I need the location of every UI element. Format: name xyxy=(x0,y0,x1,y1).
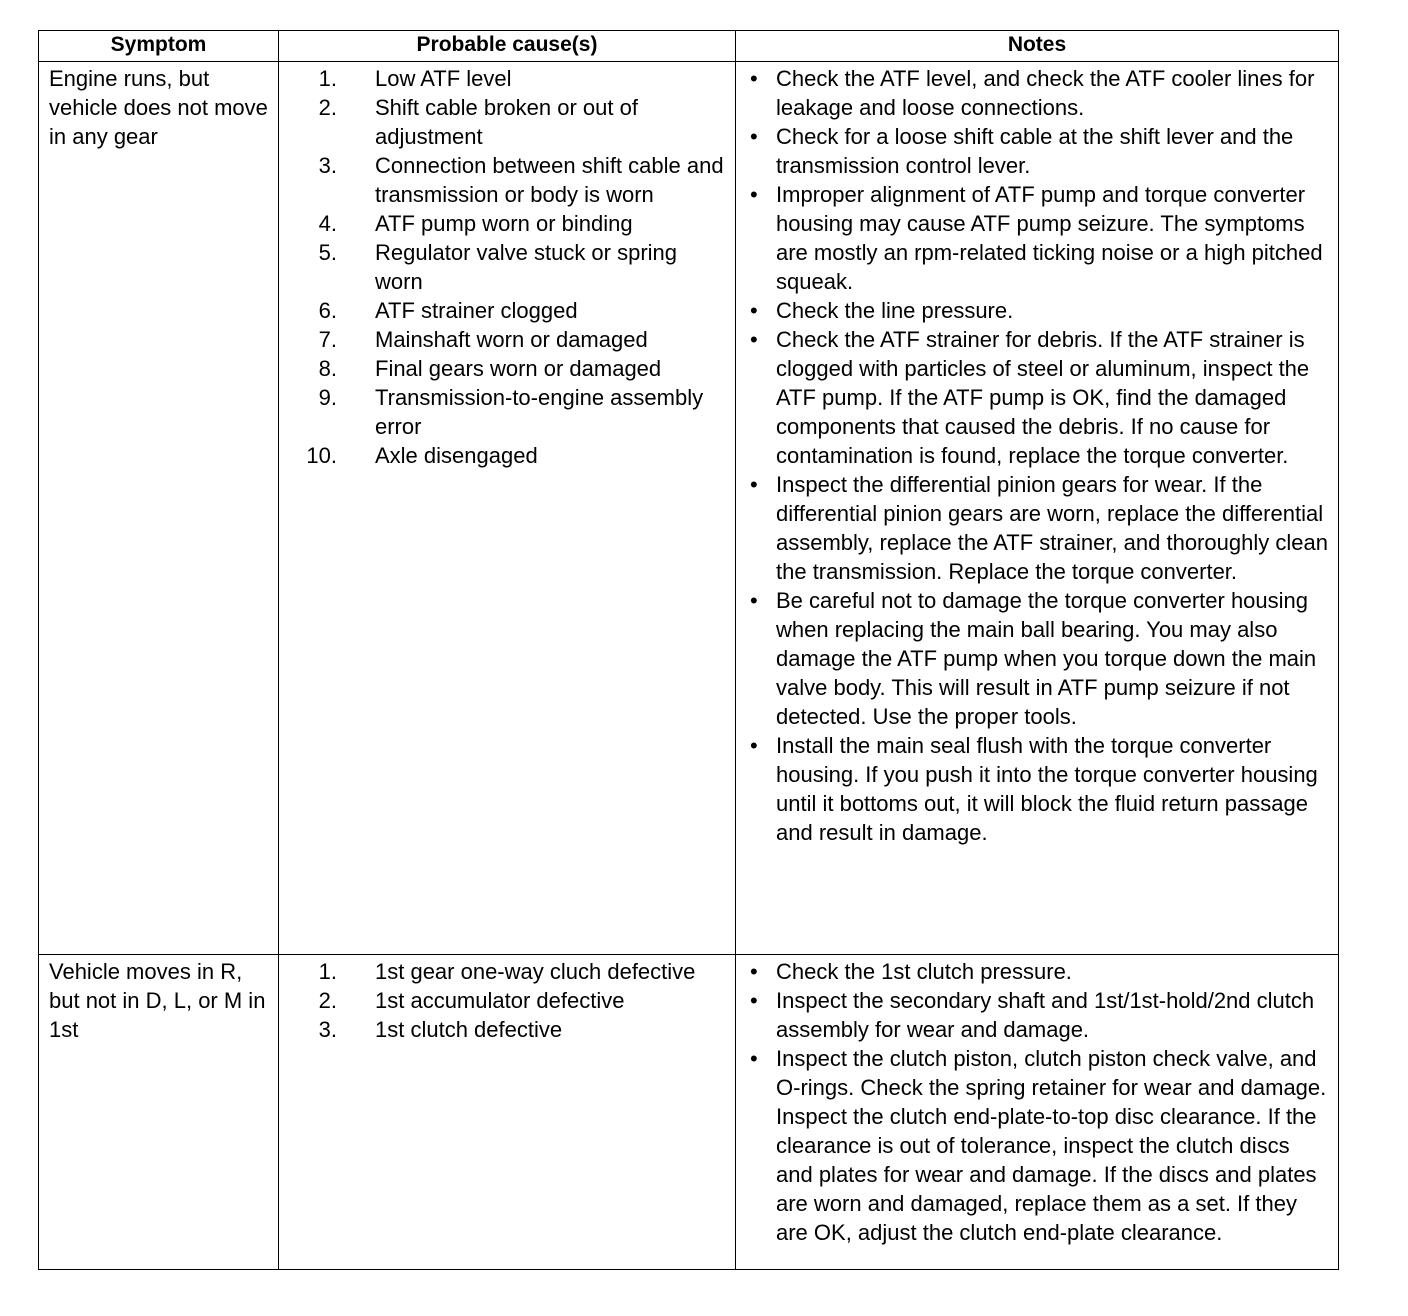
notes-list xyxy=(746,957,1332,1247)
list-item xyxy=(289,957,729,986)
bullet-icon: • xyxy=(750,182,758,207)
list-item xyxy=(289,151,729,209)
note-text: Check the 1st clutch pressure. xyxy=(776,959,1072,984)
cause-text: Transmission-to-engine assembly error xyxy=(375,385,704,439)
list-item xyxy=(289,93,729,151)
note-text: Check the ATF strainer for debris. If the ATF strainer is clogged with particles of steel or aluminum, inspect the ATF pump. If the ATF pump is OK, find the damaged components that caused the debris. If no cause for contamination is found, replace the torque converter. xyxy=(776,327,1310,468)
cause-text: Low ATF level xyxy=(375,66,512,91)
bullet-icon: • xyxy=(750,298,758,323)
cause-number: 3. xyxy=(318,153,337,178)
bullet-icon: • xyxy=(750,66,758,91)
list-item xyxy=(746,64,1332,122)
note-text: Improper alignment of ATF pump and torque converter housing may cause ATF pump seizure. The symptoms are mostly an rpm-related ticking noise or a high pitched squeak. xyxy=(776,182,1323,294)
list-item xyxy=(746,986,1332,1044)
note-text: Check for a loose shift cable at the shift lever and the transmission control lever. xyxy=(776,124,1294,178)
cause-text: 1st gear one-way cluch defective xyxy=(375,959,696,984)
bullet-icon: • xyxy=(750,588,758,613)
note-text: Check the line pressure. xyxy=(776,298,1014,323)
list-item xyxy=(289,354,729,383)
cause-text: Connection between shift cable and transmission or body is worn xyxy=(375,153,724,207)
cause-text: Mainshaft worn or damaged xyxy=(375,327,648,352)
header-notes: Notes xyxy=(736,31,1339,62)
notes-cell xyxy=(736,62,1339,955)
list-item xyxy=(746,957,1332,986)
cause-number: 2. xyxy=(318,95,337,120)
bullet-icon: • xyxy=(750,472,758,497)
header-symptom: Symptom xyxy=(39,31,279,62)
causes-cell xyxy=(279,62,736,955)
bullet-icon: • xyxy=(750,733,758,758)
list-item xyxy=(746,586,1332,731)
list-item xyxy=(746,731,1332,847)
list-item xyxy=(289,325,729,354)
cause-number: 9. xyxy=(318,385,337,410)
list-item xyxy=(746,470,1332,586)
cause-text: Axle disengaged xyxy=(375,443,538,468)
list-item xyxy=(289,383,729,441)
list-item xyxy=(746,122,1332,180)
cause-text: ATF pump worn or binding xyxy=(375,211,633,236)
note-text: Check the ATF level, and check the ATF cooler lines for leakage and loose connections. xyxy=(776,66,1315,120)
note-text: Inspect the secondary shaft and 1st/1st-hold/2nd clutch assembly for wear and damage. xyxy=(776,988,1315,1042)
causes-list xyxy=(289,64,729,470)
bullet-icon: • xyxy=(750,124,758,149)
cause-number: 3. xyxy=(318,1017,337,1042)
list-item xyxy=(289,441,729,470)
note-text: Inspect the clutch piston, clutch piston check valve, and O-rings. Check the spring retainer for wear and damage. Inspect the clutch end-plate-to-top disc clearance. If the clearance is out of tolerance, inspect the clutch discs and plates for wear and damage. If the discs and plates are worn and damaged, replace them as a set. If they are OK, adjust the clutch end-plate clearance. xyxy=(776,1046,1327,1245)
bullet-icon: • xyxy=(750,1046,758,1071)
cause-number: 6. xyxy=(318,298,337,323)
notes-cell xyxy=(736,955,1339,1270)
list-item xyxy=(289,238,729,296)
table-row xyxy=(39,62,1339,955)
cause-number: 1. xyxy=(318,959,337,984)
bullet-icon: • xyxy=(750,959,758,984)
cause-text: Final gears worn or damaged xyxy=(375,356,662,381)
cause-text: Regulator valve stuck or spring worn xyxy=(375,240,678,294)
note-text: Be careful not to damage the torque converter housing when replacing the main ball bearing. You may also damage the ATF pump when you torque down the main valve body. This will result in ATF pump seizure if not detected. Use the proper tools. xyxy=(776,588,1317,729)
cause-number: 2. xyxy=(318,988,337,1013)
causes-list xyxy=(289,957,729,1044)
symptom-cell: Vehicle moves in R, but not in D, L, or M in 1st xyxy=(39,955,279,1270)
cause-number: 1. xyxy=(318,66,337,91)
cause-number: 7. xyxy=(318,327,337,352)
cause-number: 10. xyxy=(306,443,337,468)
list-item xyxy=(746,1044,1332,1247)
list-item xyxy=(746,296,1332,325)
header-causes: Probable cause(s) xyxy=(279,31,736,62)
header-row xyxy=(39,31,1339,62)
cause-text: 1st accumulator defective xyxy=(375,988,625,1013)
cause-text: Shift cable broken or out of adjustment xyxy=(375,95,638,149)
list-item xyxy=(746,180,1332,296)
table-row xyxy=(39,955,1339,1270)
list-item xyxy=(289,296,729,325)
causes-cell xyxy=(279,955,736,1270)
list-item xyxy=(289,209,729,238)
cause-number: 5. xyxy=(318,240,337,265)
cause-text: ATF strainer clogged xyxy=(375,298,578,323)
troubleshooting-table xyxy=(38,30,1339,1270)
list-item xyxy=(289,986,729,1015)
cause-text: 1st clutch defective xyxy=(375,1017,563,1042)
cause-number: 8. xyxy=(318,356,337,381)
note-text: Inspect the differential pinion gears for wear. If the differential pinion gears are worn, replace the differential assembly, replace the ATF strainer, and thoroughly clean the transmission. Replace the torque converter. xyxy=(776,472,1328,584)
bullet-icon: • xyxy=(750,988,758,1013)
symptom-cell: Engine runs, but vehicle does not move in any gear xyxy=(39,62,279,955)
list-item xyxy=(289,1015,729,1044)
notes-list xyxy=(746,64,1332,847)
note-text: Install the main seal flush with the torque converter housing. If you push it into the torque converter housing until it bottoms out, it will block the fluid return passage and result in damage. xyxy=(776,733,1318,845)
bullet-icon: • xyxy=(750,327,758,352)
list-item xyxy=(289,64,729,93)
cause-number: 4. xyxy=(318,211,337,236)
list-item xyxy=(746,325,1332,470)
